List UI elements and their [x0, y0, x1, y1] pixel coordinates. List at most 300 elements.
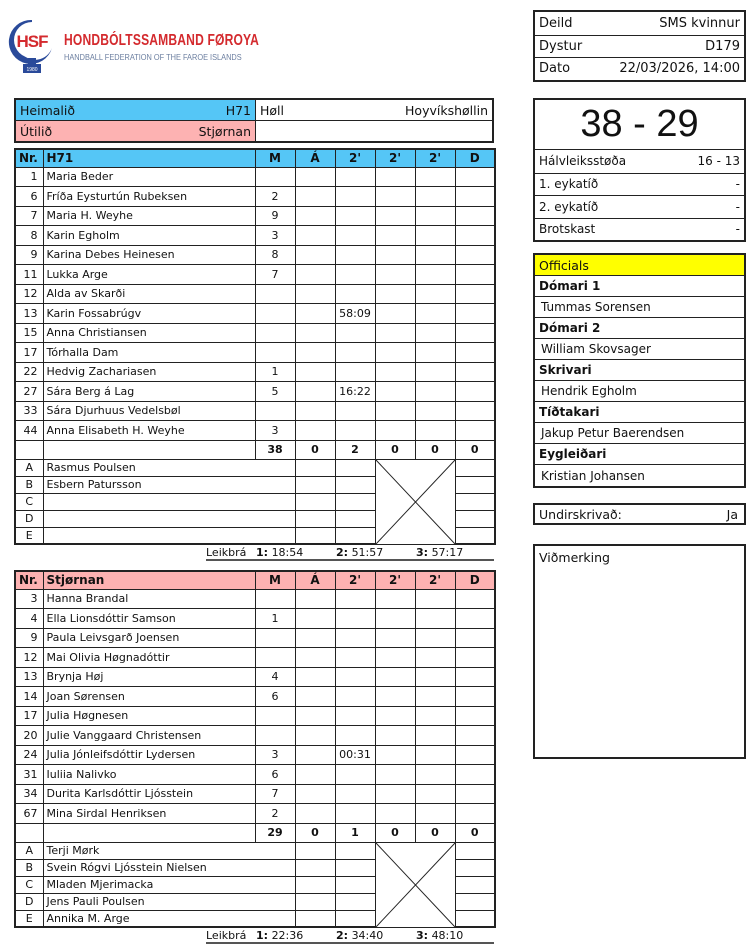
team-official-name: Rasmus Poulsen	[43, 459, 295, 476]
suspension-1-cell	[335, 206, 375, 226]
warning-cell	[295, 910, 335, 927]
player-number: 67	[15, 804, 43, 824]
goals-cell: 8	[255, 245, 295, 265]
disqualification-cell	[455, 284, 495, 304]
match-number-value: D179	[705, 38, 740, 54]
suspension-3-cell	[415, 804, 455, 824]
disqualification-cell	[455, 421, 495, 441]
goals-cell: 3	[255, 421, 295, 441]
player-row	[15, 784, 495, 804]
warning-cell	[295, 510, 335, 527]
col-suspension-3: 2'	[415, 571, 455, 589]
federation-name: HONDBÓLTSSAMBAND FØROYA	[64, 32, 260, 49]
suspension-1-cell	[335, 167, 375, 187]
team-official-code: C	[15, 493, 43, 510]
suspension-3-cell	[415, 323, 455, 343]
goals-cell: 2	[255, 804, 295, 824]
player-name: Hanna Brandal	[43, 589, 255, 609]
extra-time-1-score: -	[735, 177, 740, 192]
warning-cell	[295, 648, 335, 668]
suspension-1-cell: 16:22	[335, 382, 375, 402]
player-row	[15, 304, 495, 324]
col-nr: Nr.	[15, 571, 43, 589]
suspension-1-cell	[335, 910, 375, 927]
suspension-1-cell: 58:09	[335, 304, 375, 324]
team-official-code: D	[15, 893, 43, 910]
team-official-code: A	[15, 842, 43, 859]
player-name: Ella Lionsdóttir Samson	[43, 609, 255, 629]
player-number: 27	[15, 382, 43, 402]
team-official-name	[43, 493, 295, 510]
totals-blank-nr	[15, 823, 43, 842]
suspension-3-cell	[415, 421, 455, 441]
player-number: 3	[15, 589, 43, 609]
suspension-1-cell	[335, 765, 375, 785]
goals-cell	[255, 706, 295, 726]
timeout-2-value: 51:57	[351, 546, 384, 559]
suspension-2-cell	[375, 304, 415, 324]
player-row	[15, 206, 495, 226]
team-official-name: Jens Pauli Poulsen	[43, 893, 295, 910]
suspension-1-cell	[335, 362, 375, 382]
venue-name: Hoyvíkshøllin	[405, 102, 488, 118]
suspension-3-cell	[415, 187, 455, 207]
home-team-row	[16, 100, 256, 121]
disqualification-cell	[455, 648, 495, 668]
timeouts-label: Leikbrá	[206, 929, 247, 942]
team-official-name: Svein Rógvi Ljósstein Nielsen	[43, 859, 295, 876]
away-team-row	[16, 121, 256, 141]
suspension-1-cell	[335, 421, 375, 441]
total-suspension-1-cell: 1	[335, 823, 375, 842]
player-row	[15, 609, 495, 629]
disqualification-cell	[455, 304, 495, 324]
suspension-1-cell	[335, 842, 375, 859]
warning-cell	[295, 459, 335, 476]
player-number: 44	[15, 421, 43, 441]
timeout-1-value: 18:54	[271, 546, 304, 559]
timeout-2-label: 2:	[336, 929, 349, 942]
col-suspension-1: 2'	[335, 149, 375, 167]
player-name: Paula Leivsgarð Joensen	[43, 628, 255, 648]
goals-cell	[255, 726, 295, 746]
player-row	[15, 648, 495, 668]
col-team-name: H71	[43, 149, 255, 167]
goals-cell	[255, 628, 295, 648]
away-team-label: Útilið	[20, 123, 53, 139]
player-name: Anna Elisabeth H. Weyhe	[43, 421, 255, 441]
suspension-2-cell	[375, 421, 415, 441]
player-name: Maria H. Weyhe	[43, 206, 255, 226]
player-number: 9	[15, 628, 43, 648]
goals-cell	[255, 648, 295, 668]
player-number: 34	[15, 784, 43, 804]
disqualification-cell	[455, 459, 495, 476]
warning-cell	[295, 706, 335, 726]
away-roster-table	[14, 570, 496, 928]
home-roster-table	[14, 148, 496, 545]
totals-row	[15, 823, 495, 842]
player-number: 12	[15, 648, 43, 668]
col-warning: Á	[295, 571, 335, 589]
goals-cell	[255, 589, 295, 609]
suspension-1-cell	[335, 510, 375, 527]
player-name: Brynja Høj	[43, 667, 255, 687]
team-official-name: Esbern Patursson	[43, 476, 295, 493]
suspension-3-cell	[415, 284, 455, 304]
match-info-box	[533, 10, 746, 82]
crossed-out-cell	[375, 842, 455, 927]
player-number: 12	[15, 284, 43, 304]
player-number: 33	[15, 401, 43, 421]
official-name: Hendrik Egholm	[535, 381, 744, 402]
col-suspension-1: 2'	[335, 571, 375, 589]
warning-cell	[295, 784, 335, 804]
player-row	[15, 167, 495, 187]
suspension-3-cell	[415, 726, 455, 746]
team-official-code: A	[15, 459, 43, 476]
team-official-code: C	[15, 876, 43, 893]
teams-box	[14, 98, 494, 143]
suspension-3-cell	[415, 245, 455, 265]
player-row	[15, 187, 495, 207]
official-name: Kristian Johansen	[541, 468, 645, 483]
team-official-row	[15, 842, 495, 859]
timeout-2-value: 34:40	[351, 929, 384, 942]
total-goals-cell: 29	[255, 823, 295, 842]
goals-cell	[255, 167, 295, 187]
suspension-2-cell	[375, 265, 415, 285]
goals-cell: 9	[255, 206, 295, 226]
suspension-2-cell	[375, 284, 415, 304]
team-official-code: B	[15, 476, 43, 493]
suspension-2-cell	[375, 706, 415, 726]
suspension-1-cell	[335, 628, 375, 648]
team-official-row	[15, 459, 495, 476]
warning-cell	[295, 382, 335, 402]
official-name: Tummas Sorensen	[535, 297, 744, 318]
extra-time-2-row	[535, 195, 744, 218]
warning-cell	[295, 493, 335, 510]
away-roster-header	[15, 571, 495, 589]
warning-cell	[295, 245, 335, 265]
col-suspension-2: 2'	[375, 149, 415, 167]
date-row	[535, 57, 744, 80]
suspension-1-cell	[335, 527, 375, 544]
player-name: Julie Vanggaard Christensen	[43, 726, 255, 746]
suspension-3-cell	[415, 401, 455, 421]
team-official-code: E	[15, 910, 43, 927]
goals-cell: 1	[255, 362, 295, 382]
suspension-2-cell	[375, 804, 415, 824]
suspension-3-cell	[415, 667, 455, 687]
goals-cell: 1	[255, 609, 295, 629]
disqualification-cell	[455, 784, 495, 804]
match-number-label: Dystur	[539, 38, 583, 54]
suspension-2-cell	[375, 765, 415, 785]
player-row	[15, 745, 495, 765]
timeout-3-value: 48:10	[431, 929, 464, 942]
warning-cell	[295, 206, 335, 226]
player-name: Sára Berg á Lag	[43, 382, 255, 402]
warning-cell	[295, 842, 335, 859]
extra-time-1-label: 1. eykatíð	[539, 177, 599, 192]
disqualification-cell	[455, 726, 495, 746]
suspension-3-cell	[415, 304, 455, 324]
extra-time-2-score: -	[735, 199, 740, 214]
date-value: 22/03/2026, 14:00	[619, 61, 740, 77]
goals-cell: 3	[255, 226, 295, 246]
suspension-1-cell	[335, 726, 375, 746]
disqualification-cell	[455, 493, 495, 510]
suspension-1-cell	[335, 476, 375, 493]
warning-cell	[295, 304, 335, 324]
col-team-name: Stjørnan	[43, 571, 255, 589]
suspension-1-cell	[335, 876, 375, 893]
player-row	[15, 343, 495, 363]
disqualification-cell	[455, 206, 495, 226]
totals-row	[15, 440, 495, 459]
disqualification-cell	[455, 893, 495, 910]
player-number: 8	[15, 226, 43, 246]
timeouts-label: Leikbrá	[206, 546, 247, 559]
suspension-3-cell	[415, 167, 455, 187]
player-name: Julia Høgnesen	[43, 706, 255, 726]
suspension-2-cell	[375, 343, 415, 363]
player-name: Mai Olivia Høgnadóttir	[43, 648, 255, 668]
halftime-score: 16 - 13	[697, 154, 740, 169]
home-team-name: H71	[225, 102, 251, 118]
score-box	[533, 98, 746, 242]
player-name: Maria Beder	[43, 167, 255, 187]
warning-cell	[295, 726, 335, 746]
suspension-2-cell	[375, 323, 415, 343]
venue-blank-row	[256, 121, 492, 141]
team-official-name	[43, 527, 295, 544]
suspension-3-cell	[415, 628, 455, 648]
player-number: 6	[15, 187, 43, 207]
disqualification-cell	[455, 245, 495, 265]
player-row	[15, 245, 495, 265]
disqualification-cell	[455, 706, 495, 726]
officials-box	[533, 253, 746, 488]
suspension-1-cell	[335, 401, 375, 421]
player-number: 14	[15, 687, 43, 707]
suspension-1-cell	[335, 589, 375, 609]
suspension-2-cell	[375, 245, 415, 265]
suspension-2-cell	[375, 167, 415, 187]
suspension-1-cell	[335, 893, 375, 910]
crossed-out-cell	[375, 459, 455, 544]
suspension-1-cell	[335, 265, 375, 285]
player-number: 7	[15, 206, 43, 226]
timeout-1-label: 1:	[256, 546, 269, 559]
federation-logo	[6, 14, 260, 74]
player-number: 31	[15, 765, 43, 785]
suspension-3-cell	[415, 343, 455, 363]
suspension-1-cell	[335, 187, 375, 207]
warning-cell	[295, 187, 335, 207]
team-official-code: B	[15, 859, 43, 876]
player-name: Lukka Arge	[43, 265, 255, 285]
suspension-3-cell	[415, 609, 455, 629]
player-name: Anna Christiansen	[43, 323, 255, 343]
goals-cell: 2	[255, 187, 295, 207]
player-row	[15, 726, 495, 746]
suspension-1-cell	[335, 459, 375, 476]
suspension-1-cell	[335, 226, 375, 246]
warning-cell	[295, 226, 335, 246]
player-row	[15, 628, 495, 648]
home-team-label: Heimalið	[20, 102, 75, 118]
totals-blank-name	[43, 440, 255, 459]
suspension-1-cell	[335, 667, 375, 687]
final-score: 38 - 29	[535, 100, 744, 150]
suspension-2-cell	[375, 745, 415, 765]
player-number: 9	[15, 245, 43, 265]
disqualification-cell	[455, 589, 495, 609]
player-row	[15, 323, 495, 343]
disqualification-cell	[455, 382, 495, 402]
suspension-1-cell	[335, 245, 375, 265]
cross-out-icon	[376, 460, 455, 544]
suspension-3-cell	[415, 589, 455, 609]
warning-cell	[295, 476, 335, 493]
goals-cell: 5	[255, 382, 295, 402]
team-official-name: Mladen Mjerimacka	[43, 876, 295, 893]
player-row	[15, 265, 495, 285]
halftime-label: Hálvleiksstøða	[539, 154, 627, 169]
venue-label: Høll	[260, 102, 284, 118]
player-name: Tórhalla Dam	[43, 343, 255, 363]
suspension-2-cell	[375, 382, 415, 402]
player-number: 17	[15, 706, 43, 726]
division-value: SMS kvinnur	[659, 15, 740, 31]
player-number: 24	[15, 745, 43, 765]
player-row	[15, 667, 495, 687]
disqualification-cell	[455, 362, 495, 382]
team-official-code: E	[15, 527, 43, 544]
suspension-2-cell	[375, 362, 415, 382]
division-label: Deild	[539, 15, 573, 31]
col-nr: Nr.	[15, 149, 43, 167]
disqualification-cell	[455, 265, 495, 285]
suspension-2-cell	[375, 401, 415, 421]
warning-cell	[295, 859, 335, 876]
suspension-1-cell	[335, 706, 375, 726]
suspension-3-cell	[415, 265, 455, 285]
official-role: Dómari 1	[535, 276, 744, 297]
col-goals: M	[255, 571, 295, 589]
warning-cell	[295, 401, 335, 421]
goals-cell: 7	[255, 265, 295, 285]
home-timeouts	[206, 546, 494, 561]
suspension-2-cell	[375, 206, 415, 226]
team-official-code: D	[15, 510, 43, 527]
suspension-1-cell	[335, 609, 375, 629]
player-row	[15, 421, 495, 441]
suspension-3-cell	[415, 784, 455, 804]
goals-cell	[255, 323, 295, 343]
suspension-2-cell	[375, 726, 415, 746]
total-suspension-2-cell: 0	[375, 440, 415, 459]
player-name: Karin Egholm	[43, 226, 255, 246]
home-roster-header	[15, 149, 495, 167]
date-label: Dato	[539, 61, 571, 77]
player-row	[15, 706, 495, 726]
suspension-3-cell	[415, 362, 455, 382]
team-official-name: Annika M. Arge	[43, 910, 295, 927]
warning-cell	[295, 343, 335, 363]
venue-row	[256, 100, 492, 121]
suspension-2-cell	[375, 226, 415, 246]
signed-value: Ja	[726, 506, 738, 522]
warning-cell	[295, 687, 335, 707]
warning-cell	[295, 167, 335, 187]
player-name: Fríða Eysturtún Rubeksen	[43, 187, 255, 207]
disqualification-cell	[455, 401, 495, 421]
player-number: 11	[15, 265, 43, 285]
official-name: Jakup Petur Baerendsen	[535, 423, 744, 444]
disqualification-cell	[455, 167, 495, 187]
goals-cell: 4	[255, 667, 295, 687]
player-name: Karina Debes Heinesen	[43, 245, 255, 265]
penalties-row	[535, 218, 744, 241]
col-suspension-3: 2'	[415, 149, 455, 167]
warning-cell	[295, 527, 335, 544]
penalties-score: -	[735, 222, 740, 237]
extra-time-2-label: 2. eykatíð	[539, 199, 599, 214]
hsf-logo-icon	[6, 14, 58, 74]
player-name: Karin Fossabrúgv	[43, 304, 255, 324]
player-name: Hedvig Zachariasen	[43, 362, 255, 382]
official-role: Dómari 2	[535, 318, 744, 339]
player-row	[15, 226, 495, 246]
goals-cell: 7	[255, 784, 295, 804]
away-team-name: Stjørnan	[198, 123, 251, 139]
disqualification-cell	[455, 609, 495, 629]
disqualification-cell	[455, 687, 495, 707]
warning-cell	[295, 323, 335, 343]
total-suspension-2-cell: 0	[375, 823, 415, 842]
disqualification-cell	[455, 628, 495, 648]
team-official-name	[43, 510, 295, 527]
col-disqualification: D	[455, 149, 495, 167]
player-number: 22	[15, 362, 43, 382]
suspension-2-cell	[375, 187, 415, 207]
match-number-row	[535, 35, 744, 58]
goals-cell	[255, 284, 295, 304]
suspension-1-cell	[335, 493, 375, 510]
timeout-1-label: 1:	[256, 929, 269, 942]
official-role: Eygleiðari	[535, 444, 744, 465]
player-row	[15, 765, 495, 785]
disqualification-cell	[455, 859, 495, 876]
timeout-3-value: 57:17	[431, 546, 464, 559]
col-goals: M	[255, 149, 295, 167]
suspension-1-cell	[335, 687, 375, 707]
suspension-3-cell	[415, 687, 455, 707]
player-name: Durita Karlsdóttir Ljósstein	[43, 784, 255, 804]
cross-out-icon	[376, 843, 455, 927]
warning-cell	[295, 804, 335, 824]
suspension-1-cell	[335, 859, 375, 876]
totals-blank-name	[43, 823, 255, 842]
player-row	[15, 804, 495, 824]
disqualification-cell	[455, 187, 495, 207]
col-suspension-2: 2'	[375, 571, 415, 589]
disqualification-cell	[455, 510, 495, 527]
